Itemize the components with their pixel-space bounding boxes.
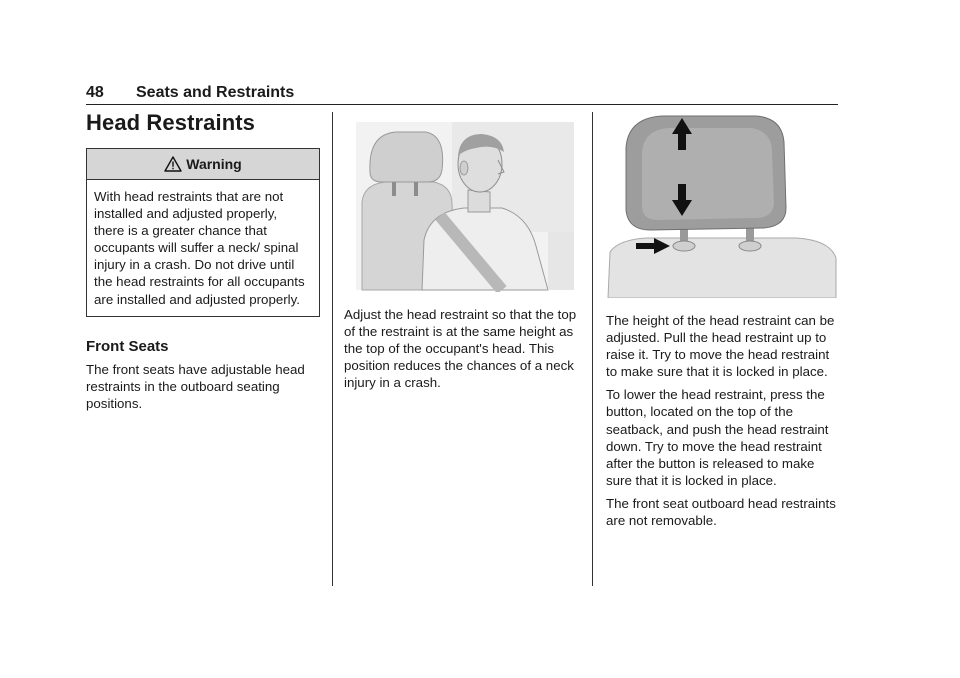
front-seats-paragraph: The front seats have adjustable head restraints in the outboard seating positions.	[86, 361, 305, 411]
man-seated-with-head-restraint-illustration	[352, 112, 584, 292]
front-seats-heading: Front Seats	[86, 337, 169, 355]
column-1	[86, 110, 320, 418]
not-removable-paragraph: The front seat outboard head restraints are not removable.	[606, 495, 836, 529]
column-divider-left	[332, 112, 333, 586]
section-title: Seats and Restraints	[136, 84, 295, 101]
page-title: Head Restraints	[86, 110, 256, 135]
warning-box	[86, 148, 320, 317]
warning-title: Warning	[186, 156, 242, 172]
warning-triangle-icon	[164, 156, 182, 172]
head-restraint-adjustment-illustration	[606, 112, 838, 298]
column-divider-right	[592, 112, 593, 586]
adjust-paragraph: Adjust the head restraint so that the top of the restraint is at the same height as the top of the occupant's head. This position reduces the chances of a neck injury in a crash.	[344, 307, 577, 391]
warning-text: With head restraints that are not installed and adjusted properly, there is a greater chance that occupants will suffer a neck/ spinal injury in a crash. Do not drive until the head restraints for all occupants are installed and adjusted properly.	[94, 189, 305, 307]
warning-header	[87, 149, 319, 180]
column-3	[606, 112, 838, 535]
page-number: 48	[86, 84, 104, 101]
height-adjust-paragraph: The height of the head restraint can be adjusted. Pull the head restraint up to raise it. Try to move the head restraint to make sure that it is locked in place.	[606, 313, 835, 380]
page-header	[86, 84, 838, 105]
column-2	[344, 112, 580, 397]
lower-restraint-paragraph: To lower the head restraint, press the button, located on the top of the seatback, and push the head restraint down. Try to move the head restraint after the button is released to make sure that it is locked in place.	[606, 387, 829, 488]
